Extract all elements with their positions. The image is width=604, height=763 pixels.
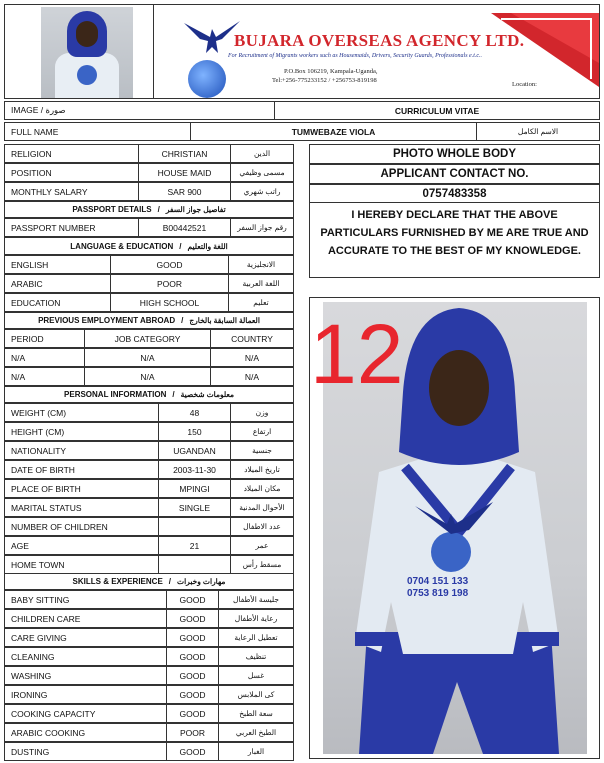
skill-label: COOKING CAPACITY	[5, 705, 167, 722]
contact-value: 0757483358	[309, 184, 600, 203]
nationality-row	[4, 441, 294, 460]
language-head-sep: /	[179, 241, 182, 251]
skill-ar: تنظيف	[245, 652, 267, 661]
passport-ar: رقم جواز السفر	[237, 223, 287, 232]
skill-value: GOOD	[167, 610, 219, 627]
skill-row	[4, 723, 294, 742]
position-row	[4, 163, 294, 182]
children-label: NUMBER OF CHILDREN	[5, 518, 159, 535]
skill-ar: الطبخ العربي	[235, 728, 277, 737]
height-row	[4, 422, 294, 441]
employment-country: N/A	[244, 371, 260, 382]
height-label: HEIGHT (CM)	[5, 423, 159, 440]
uniform-phone-2: 0753 819 198	[407, 588, 469, 599]
marital-label: MARITAL STATUS	[5, 499, 159, 516]
skill-label: BABY SITTING	[5, 591, 167, 608]
eagle-logo-icon	[182, 15, 242, 55]
red-corner-graphic	[491, 13, 599, 87]
skill-value: POOR	[167, 724, 219, 741]
language-head-en: LANGUAGE & EDUCATION	[70, 241, 174, 251]
full-body-photo	[309, 297, 600, 759]
skill-ar: غسل	[247, 671, 265, 680]
personal-head-ar: معلومات شخصية	[180, 390, 234, 399]
skill-label: DUSTING	[5, 743, 167, 760]
skill-ar: تعطيل الرعاية	[234, 633, 278, 642]
pob-ar: مكان الميلاد	[243, 484, 281, 493]
skill-row	[4, 609, 294, 628]
skill-row	[4, 742, 294, 761]
nationality-label: NATIONALITY	[5, 442, 159, 459]
skill-row	[4, 666, 294, 685]
skill-value: GOOD	[167, 705, 219, 722]
pob-value: MPINGI	[159, 480, 231, 497]
dob-ar: تاريخ الميلاد	[244, 465, 280, 474]
pob-row	[4, 479, 294, 498]
skill-label: ARABIC COOKING	[5, 724, 167, 741]
english-row	[4, 255, 294, 274]
marital-value: SINGLE	[159, 499, 231, 516]
employment-section-head	[4, 312, 294, 329]
employment-col-job: JOB CATEGORY	[85, 330, 211, 347]
weight-row	[4, 403, 294, 422]
thumbnail-logo	[77, 65, 97, 85]
religion-value: CHRISTIAN	[139, 145, 231, 162]
skill-row	[4, 685, 294, 704]
full-name-row	[4, 122, 600, 141]
skill-label: IRONING	[5, 686, 167, 703]
header	[4, 4, 600, 99]
arabic-value: POOR	[111, 275, 229, 292]
title-row	[4, 101, 600, 120]
education-row	[4, 293, 294, 312]
hometown-label: HOME TOWN	[5, 556, 159, 573]
weight-label: WEIGHT (CM)	[5, 404, 159, 421]
employment-col-country: COUNTRY	[231, 333, 273, 344]
employment-header-row	[4, 329, 294, 348]
photo-whole-body-label: PHOTO WHOLE BODY	[309, 144, 600, 164]
children-row	[4, 517, 294, 536]
skills-section-head	[4, 573, 294, 590]
employment-head-ar: العمالة السابقة بالخارج	[189, 316, 260, 325]
company-tagline: For Recruitment of Migrants workers such as Housemaids, Drivers, Security Guards, Professionals e.t.c..	[228, 53, 483, 59]
english-value: GOOD	[111, 256, 229, 273]
skill-value: GOOD	[167, 686, 219, 703]
skill-ar: الغبار	[247, 747, 265, 756]
contact-label: APPLICANT CONTACT NO.	[309, 164, 600, 184]
skill-value: GOOD	[167, 629, 219, 646]
employment-row	[4, 367, 294, 386]
weight-value: 48	[159, 404, 231, 421]
position-value: HOUSE MAID	[139, 164, 231, 181]
passport-head-sep: /	[157, 205, 160, 214]
image-label: IMAGE / صورة	[5, 102, 275, 119]
full-name-value: TUMWEBAZE VIOLA	[191, 123, 477, 140]
hometown-value	[159, 556, 231, 573]
skill-ar: كى الملابس	[237, 690, 275, 699]
dob-label: DATE OF BIRTH	[5, 461, 159, 478]
passport-label: PASSPORT NUMBER	[5, 219, 139, 236]
employment-head-en: PREVIOUS EMPLOYMENT ABROAD	[38, 316, 176, 325]
passport-row	[4, 218, 294, 237]
company-address: P.O.Box 106219, Kampala-Uganda,	[284, 68, 378, 75]
height-ar: ارتفاع	[252, 427, 272, 436]
passport-value: B00442521	[139, 219, 231, 236]
age-ar: عمر	[255, 541, 269, 550]
hometown-ar: مسقط رأس	[242, 560, 282, 569]
skill-value: GOOD	[167, 591, 219, 608]
skill-label: CARE GIVING	[5, 629, 167, 646]
education-label: EDUCATION	[5, 294, 111, 311]
skill-value: GOOD	[167, 667, 219, 684]
applicant-thumbnail	[41, 7, 133, 98]
skill-row	[4, 647, 294, 666]
religion-ar: الدين	[253, 149, 271, 158]
salary-label: MONTHLY SALARY	[5, 183, 139, 200]
passport-section-head	[4, 201, 294, 218]
employment-job: N/A	[85, 368, 211, 385]
skill-label: CLEANING	[5, 648, 167, 665]
skill-row	[4, 628, 294, 647]
hometown-row	[4, 555, 294, 574]
company-location-label: Location:	[512, 81, 537, 88]
education-value: HIGH SCHOOL	[111, 294, 229, 311]
children-ar: عدد الاطفال	[243, 522, 281, 531]
salary-value: SAR 900	[139, 183, 231, 200]
cv-title: CURRICULUM VITAE	[394, 105, 480, 116]
position-label: POSITION	[5, 164, 139, 181]
salary-ar: راتب شهري	[243, 187, 281, 196]
language-section-head	[4, 237, 294, 255]
dob-value: 2003-11-30	[159, 461, 231, 478]
personal-section-head	[4, 386, 294, 403]
employment-col-period: PERIOD	[5, 330, 85, 347]
skill-label: CHILDREN CARE	[5, 610, 167, 627]
full-name-label: FULL NAME	[5, 123, 191, 140]
language-head-ar: اللغة والتعليم	[187, 241, 228, 251]
uniform-phone-1: 0704 151 133	[407, 576, 469, 587]
skills-head-sep: /	[168, 577, 172, 586]
passport-head-en: PASSPORT DETAILS	[72, 205, 152, 214]
english-ar: الانجليزية	[246, 260, 276, 269]
age-row	[4, 536, 294, 555]
marital-row	[4, 498, 294, 517]
skill-row	[4, 590, 294, 609]
skill-label: WASHING	[5, 667, 167, 684]
skill-value: GOOD	[167, 743, 219, 760]
skill-row	[4, 704, 294, 723]
education-ar: تعليم	[253, 298, 269, 307]
passport-head-ar: تفاصيل جواز السفر	[165, 205, 226, 214]
religion-label: RELIGION	[5, 145, 139, 162]
arabic-row	[4, 274, 294, 293]
company-phone: Tel:+256-775233152 / +256753-819198	[272, 77, 377, 84]
header-photo-cell	[5, 5, 154, 98]
employment-head-sep: /	[181, 316, 184, 325]
position-ar: مسمى وظيفي	[239, 168, 285, 177]
age-value: 21	[159, 537, 231, 554]
nationality-value: UGANDAN	[159, 442, 231, 459]
english-label: ENGLISH	[5, 256, 111, 273]
skill-ar: سعة الطبخ	[239, 709, 273, 718]
skills-head-en: SKILLS & EXPERIENCE	[72, 577, 163, 586]
weight-ar: وزن	[255, 408, 269, 417]
employment-period: N/A	[5, 368, 85, 385]
employment-job: N/A	[85, 349, 211, 366]
employment-row	[4, 348, 294, 367]
employment-country: N/A	[244, 352, 260, 363]
marital-ar: الأحوال المدنية	[239, 503, 285, 512]
religion-row	[4, 144, 294, 163]
arabic-label: ARABIC	[5, 275, 111, 292]
skill-ar: رعاية الأطفال	[234, 614, 278, 623]
arabic-ar: اللغة العربية	[242, 279, 280, 288]
full-name-ar: الاسم الكامل	[517, 127, 559, 136]
pob-label: PLACE OF BIRTH	[5, 480, 159, 497]
globe-logo-icon	[188, 60, 226, 98]
photo-number-label: 12	[310, 307, 404, 401]
skills-head-ar: مهارات وخبرات	[177, 577, 226, 586]
skill-ar: جليسة الأطفال	[232, 595, 280, 604]
employment-period: N/A	[5, 349, 85, 366]
dob-row	[4, 460, 294, 479]
children-value	[159, 518, 231, 535]
salary-row	[4, 182, 294, 201]
company-banner	[154, 5, 599, 98]
declaration: I HEREBY DECLARE THAT THE ABOVE PARTICULARS FURNISHED BY ME ARE TRUE AND ACCURATE TO THE BEST OF MY KNOWLEDGE.	[309, 202, 600, 278]
age-label: AGE	[5, 537, 159, 554]
skill-value: GOOD	[167, 648, 219, 665]
personal-head-en: PERSONAL INFORMATION	[64, 390, 167, 399]
thumbnail-face	[76, 21, 98, 47]
company-name: BUJARA OVERSEAS AGENCY LTD.	[234, 31, 525, 50]
personal-head-sep: /	[172, 390, 175, 399]
nationality-ar: جنسية	[252, 446, 272, 455]
height-value: 150	[159, 423, 231, 440]
